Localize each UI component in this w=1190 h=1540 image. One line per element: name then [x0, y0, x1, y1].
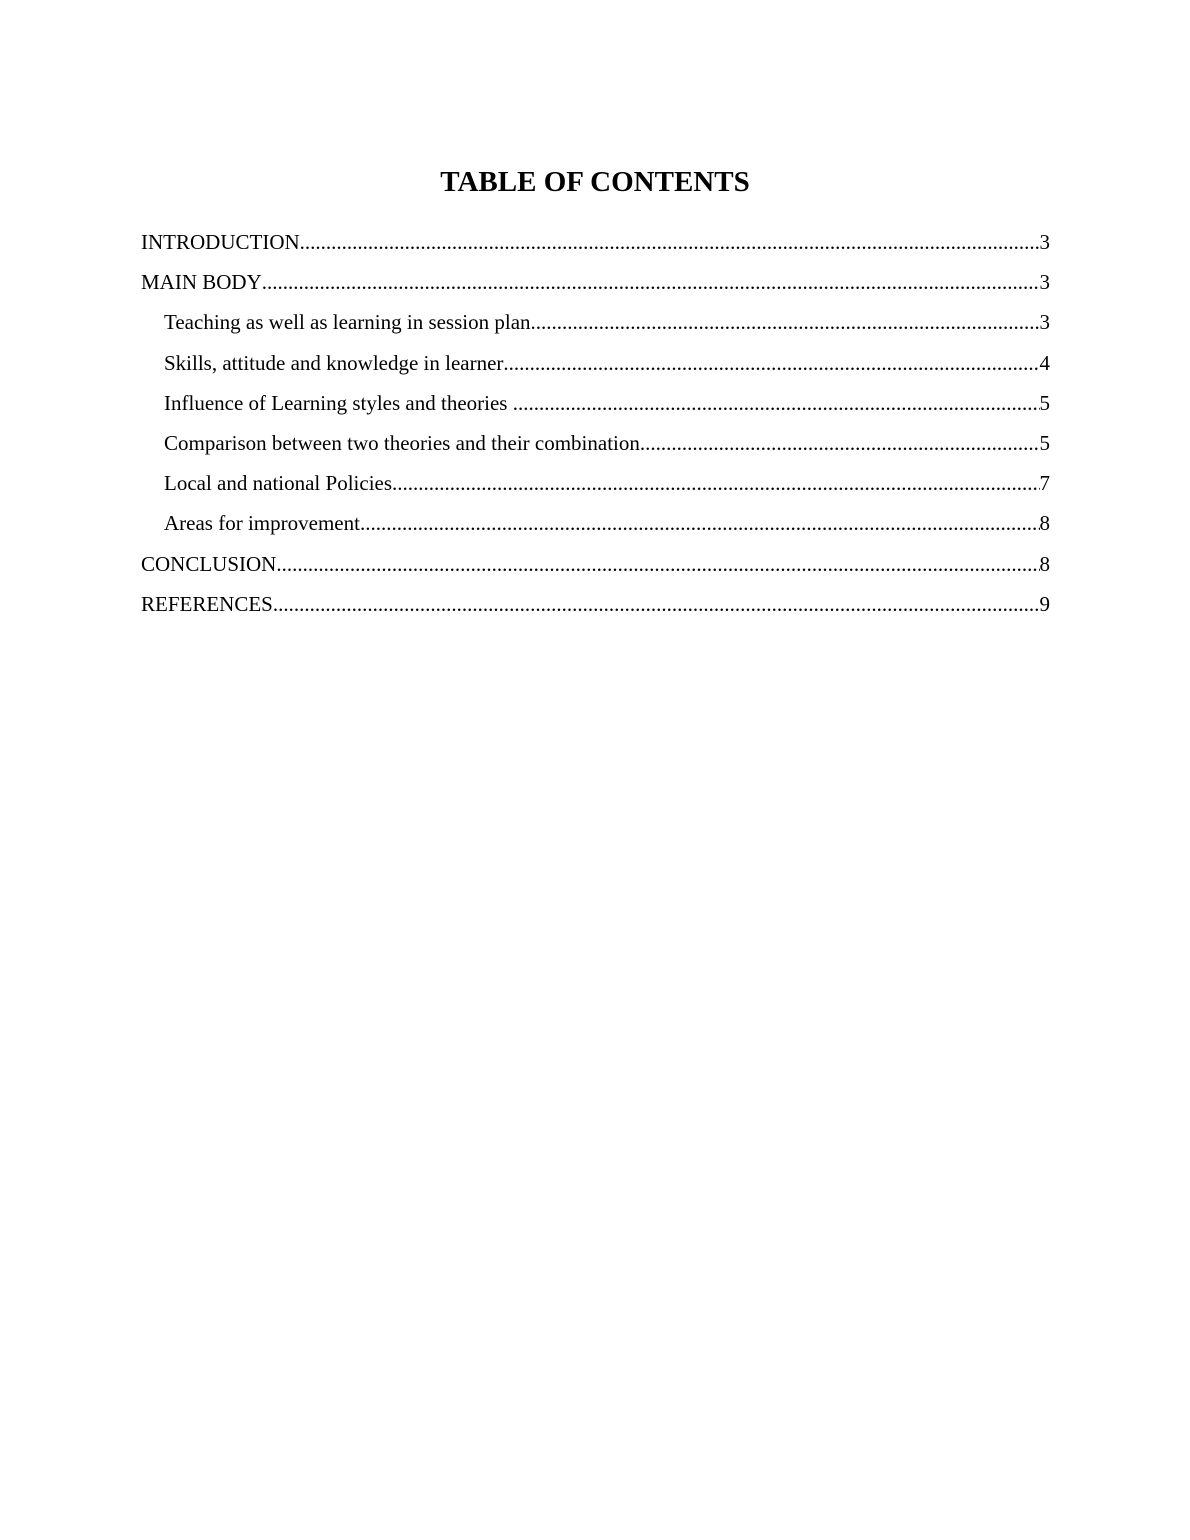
toc-dot-leader — [640, 427, 1040, 459]
toc-entry-label: REFERENCES — [141, 591, 273, 616]
toc-dot-leader — [513, 387, 1040, 419]
toc-entry-local-national-policies[interactable] — [141, 467, 1050, 507]
toc-entry-skills-attitude-knowledge[interactable] — [141, 347, 1050, 387]
toc-dot-leader — [273, 588, 1040, 620]
toc-entry-label: INTRODUCTION — [141, 230, 300, 254]
toc-list — [141, 226, 1050, 628]
toc-entry-learning-styles-theories[interactable] — [141, 387, 1050, 427]
toc-entry-conclusion[interactable] — [141, 548, 1050, 588]
toc-entry-label: Local and national Policies — [164, 471, 393, 496]
toc-dot-leader — [276, 548, 1039, 580]
toc-entry-label: CONCLUSION — [141, 551, 277, 576]
toc-entry-label: Comparison between two theories and their combination — [164, 430, 640, 455]
toc-dot-leader — [392, 467, 1039, 499]
toc-entry-label: Influence of Learning styles and theories — [164, 390, 513, 415]
toc-page-number: 3 — [1039, 270, 1050, 295]
toc-entry-introduction[interactable] — [141, 226, 1050, 266]
toc-dot-leader — [503, 347, 1039, 379]
toc-page-number: 8 — [1039, 551, 1050, 576]
toc-page-number: 5 — [1039, 430, 1050, 455]
toc-entry-teaching-learning-session-plan[interactable] — [141, 306, 1050, 346]
toc-entry-main-body[interactable] — [141, 266, 1050, 306]
toc-entry-label: Skills, attitude and knowledge in learner — [164, 350, 504, 375]
toc-entry-comparison-two-theories[interactable] — [141, 427, 1050, 467]
toc-dot-leader — [360, 507, 1040, 539]
toc-page-number: 3 — [1039, 310, 1050, 335]
toc-entry-label: MAIN BODY — [141, 270, 262, 295]
toc-title: TABLE OF CONTENTS — [440, 166, 750, 198]
toc-entry-references[interactable] — [141, 588, 1050, 628]
toc-page-number: 3 — [1039, 230, 1050, 254]
toc-dot-leader — [300, 226, 1040, 258]
toc-page-number: 7 — [1039, 471, 1050, 496]
toc-dot-leader — [531, 306, 1040, 338]
toc-page-number: 8 — [1039, 511, 1050, 536]
toc-entry-label: Areas for improvement — [164, 511, 360, 536]
toc-page-number: 9 — [1039, 591, 1050, 616]
toc-entry-label: Teaching as well as learning in session plan — [164, 310, 531, 335]
toc-page-number: 4 — [1039, 350, 1050, 375]
toc-dot-leader — [262, 266, 1040, 298]
toc-page-number: 5 — [1039, 390, 1050, 415]
toc-entry-areas-for-improvement[interactable] — [141, 507, 1050, 547]
